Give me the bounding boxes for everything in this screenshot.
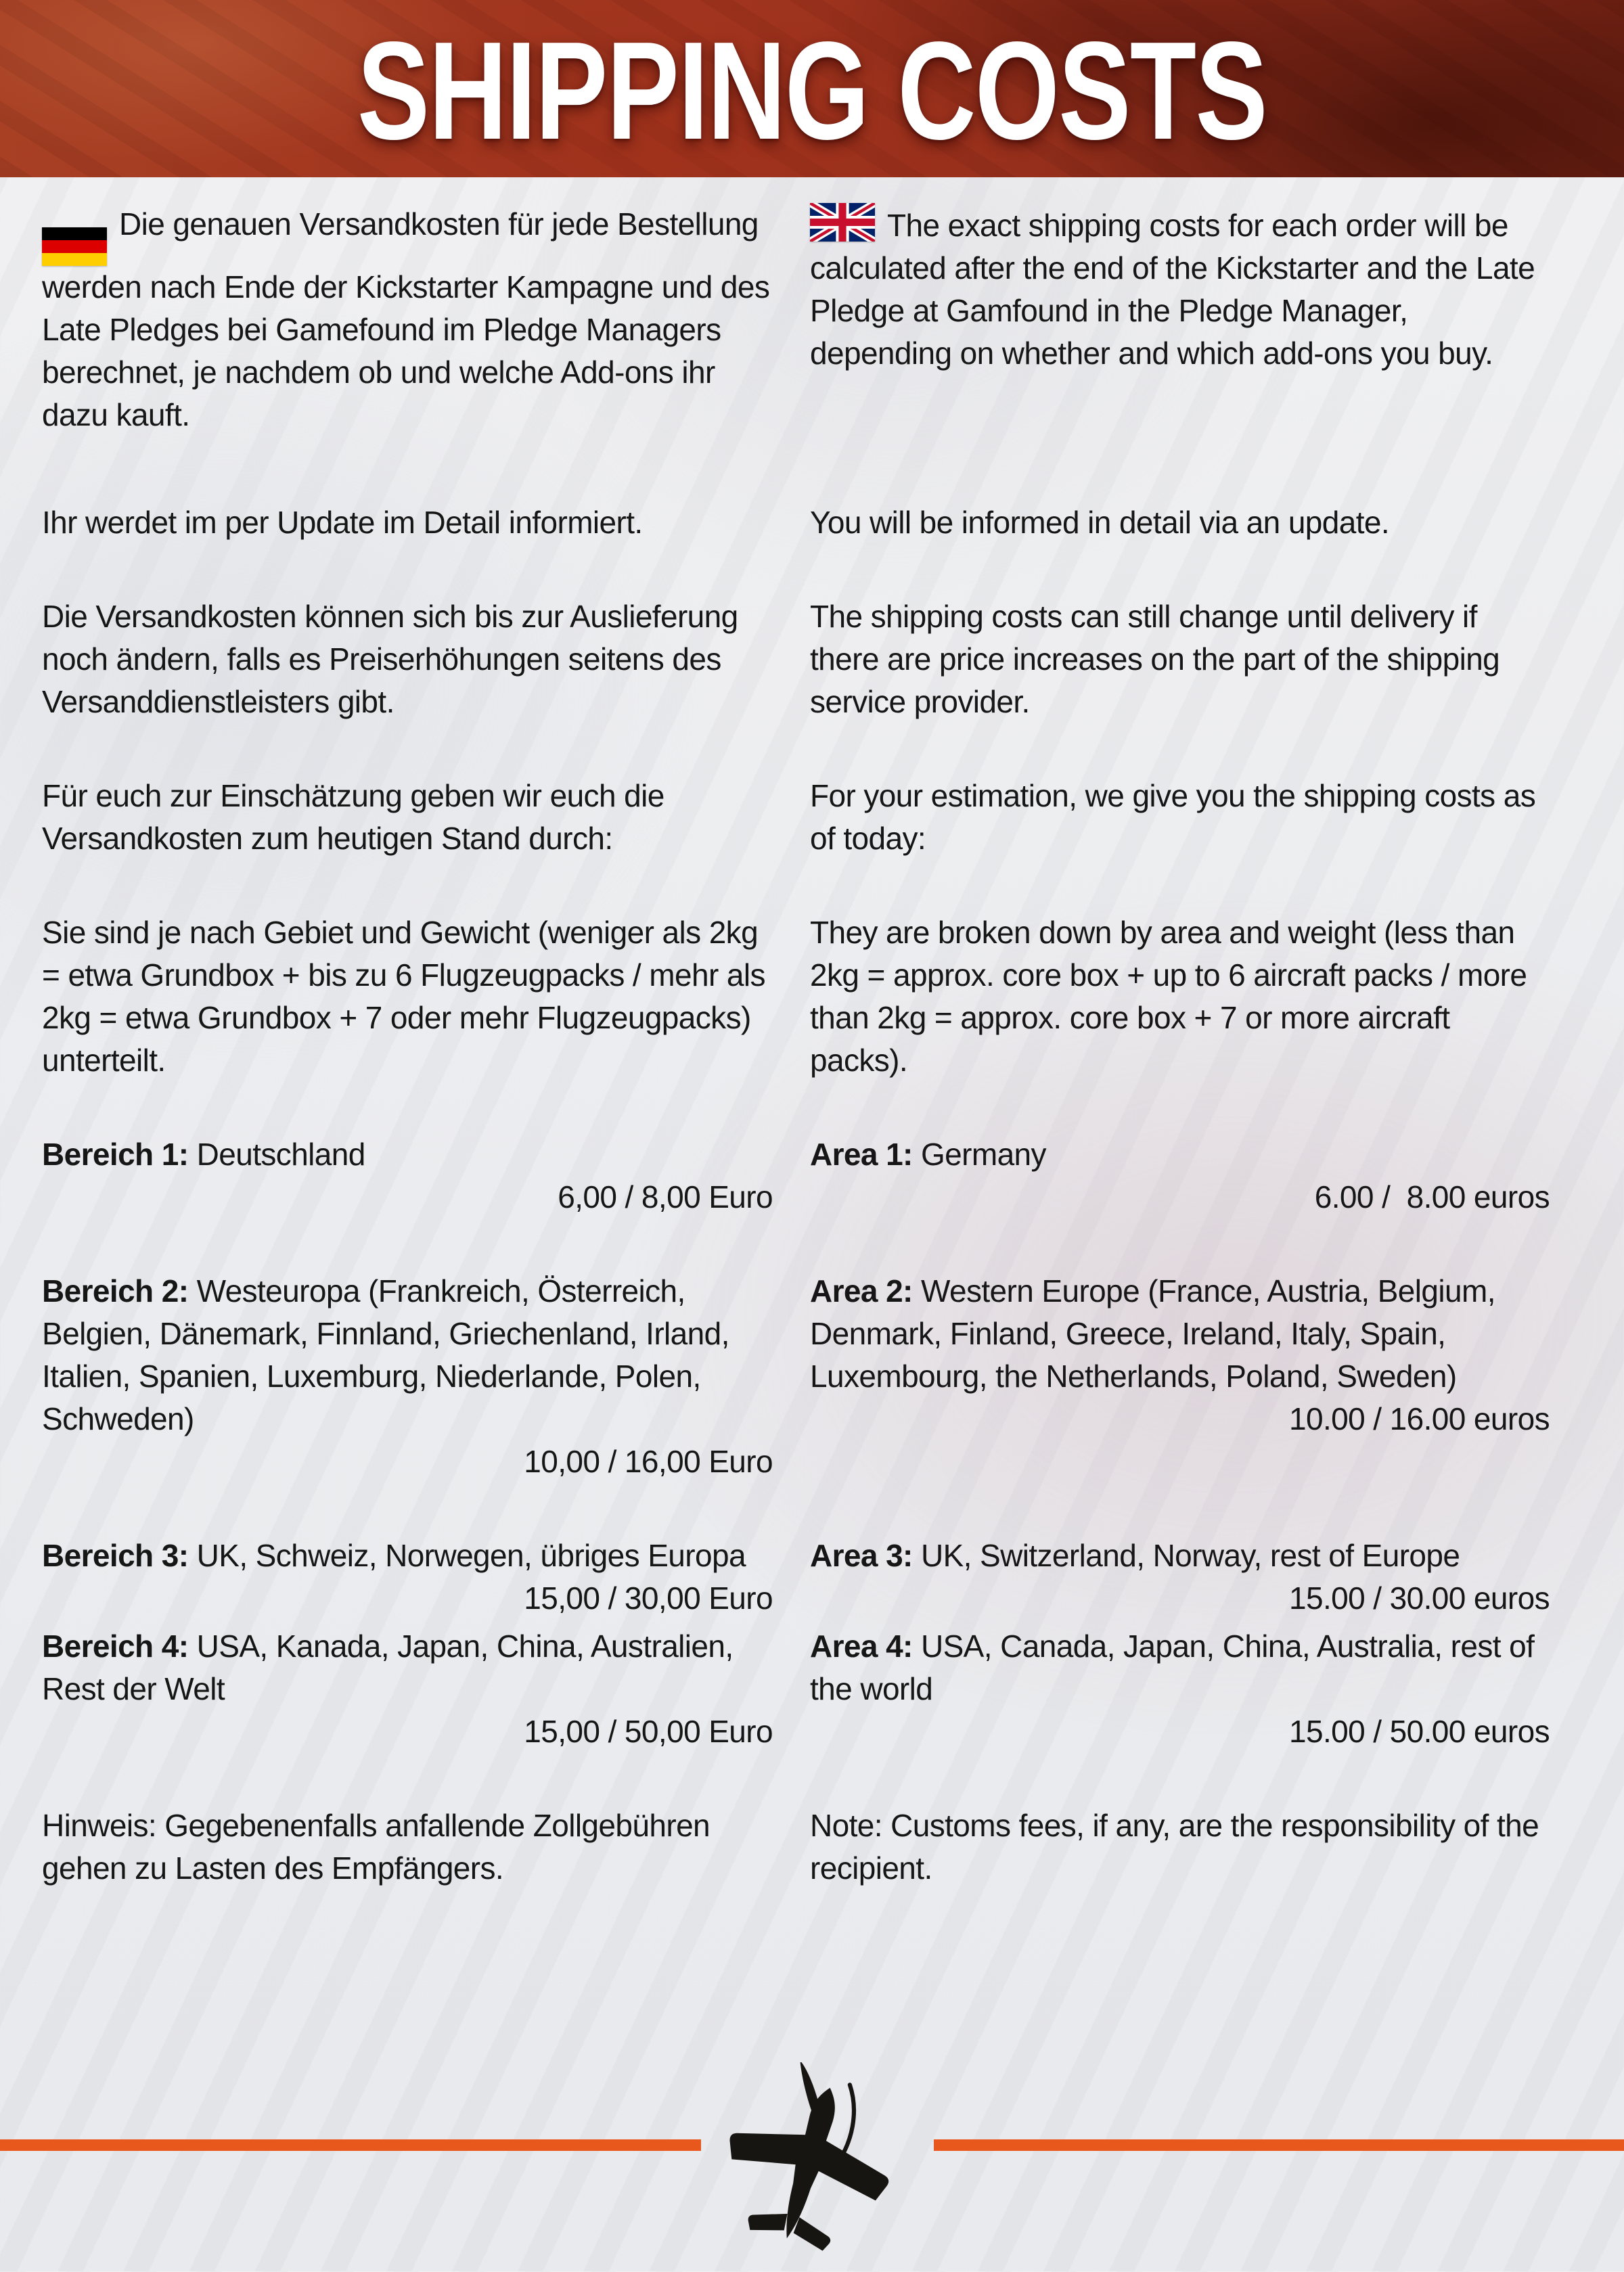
area-region: UK, Schweiz, Norwegen, übriges Europa	[196, 1538, 746, 1573]
customs-row	[42, 1804, 1550, 1890]
area-region: USA, Canada, Japan, China, Australia, rest of the world	[810, 1629, 1535, 1706]
area-4-row	[42, 1625, 1550, 1753]
area-label: Bereich 1:	[42, 1137, 189, 1172]
area-2-row	[42, 1270, 1550, 1483]
area-price: 15.00 / 50.00 euros	[1288, 1714, 1550, 1749]
area-price: 6.00 / 8.00 euros	[1314, 1179, 1550, 1214]
customs-note-de: Hinweis: Gegebenenfalls anfallende Zollgebühren gehen zu Lasten des Empfängers.	[42, 1808, 710, 1886]
area-price: 6,00 / 8,00 Euro	[558, 1179, 773, 1214]
area-label: Bereich 2:	[42, 1273, 189, 1309]
area-2-de	[42, 1270, 773, 1483]
area-price: 15,00 / 30,00 Euro	[524, 1581, 773, 1616]
area-2-en	[810, 1270, 1550, 1483]
area-label: Area 3:	[810, 1538, 913, 1573]
weight-row	[42, 911, 1550, 1082]
change-row	[42, 595, 1550, 723]
airplane-icon	[698, 2062, 916, 2272]
german-flag-icon	[42, 227, 107, 266]
area-3-de	[42, 1535, 773, 1620]
change-note-de: Die Versandkosten können sich bis zur Auslieferung noch ändern, falls es Preiserhöhungen seitens des Versanddienstleisters gibt.	[42, 599, 738, 719]
page-header	[0, 0, 1624, 177]
area-region: USA, Kanada, Japan, China, Australien, Rest der Welt	[42, 1629, 734, 1706]
area-label: Area 1:	[810, 1137, 913, 1172]
area-label: Area 4:	[810, 1629, 913, 1664]
area-price: 10.00 / 16.00 euros	[1288, 1401, 1550, 1436]
area-region: Westeuropa (Frankreich, Österreich, Belgien, Dänemark, Finnland, Griechenland, Irland, Italien, Spanien, Luxemburg, Niederlande, Polen, Schweden)	[42, 1273, 729, 1436]
intro-text-de: Die genauen Versandkosten für jede Bestellung werden nach Ende der Kickstarter Kampagne und des Late Pledges bei Gamefound im Pledge Managers berechnet, je nachdem ob und welche Add-ons ihr dazu kauft.	[42, 206, 770, 432]
area-region: Germany	[920, 1137, 1046, 1172]
intro-en	[810, 203, 1550, 436]
area-label: Area 2:	[810, 1273, 913, 1309]
weight-info-en: They are broken down by area and weight (less than 2kg = approx. core box + up to 6 aircraft packs / more than 2kg = approx. core box + 7 or more aircraft packs).	[810, 915, 1527, 1078]
customs-note-en: Note: Customs fees, if any, are the responsibility of the recipient.	[810, 1808, 1539, 1886]
area-1-row	[42, 1133, 1550, 1219]
page-title: SHIPPING COSTS	[357, 13, 1267, 168]
estimate-intro-de: Für euch zur Einschätzung geben wir euch die Versandkosten zum heutigen Stand durch:	[42, 778, 664, 856]
update-row	[42, 501, 1550, 544]
estimate-intro-en: For your estimation, we give you the shipping costs as of today:	[810, 778, 1536, 856]
intro-text-en: The exact shipping costs for each order will be calculated after the end of the Kickstarter and the Late Pledge at Gamfound in the Pledge Manager, depending on whether and which add-ons you buy.	[810, 208, 1535, 371]
uk-flag-icon	[810, 203, 875, 242]
area-region: UK, Switzerland, Norway, rest of Europe	[920, 1538, 1460, 1573]
area-region: Deutschland	[196, 1137, 365, 1172]
update-note-de: Ihr werdet im per Update im Detail informiert.	[42, 505, 643, 540]
area-region: Western Europe (France, Austria, Belgium, Denmark, Finland, Greece, Ireland, Italy, Spain, Luxembourg, the Netherlands, Poland, Sweden)	[810, 1273, 1495, 1394]
change-note-en: The shipping costs can still change until delivery if there are price increases on the part of the shipping service provider.	[810, 599, 1500, 719]
intro-de	[42, 203, 773, 436]
area-label: Bereich 3:	[42, 1538, 189, 1573]
estimate-row	[42, 775, 1550, 860]
update-note-en: You will be informed in detail via an update.	[810, 505, 1390, 540]
footer-accent-line-left	[0, 2139, 701, 2151]
area-price: 15,00 / 50,00 Euro	[524, 1714, 773, 1749]
area-label: Bereich 4:	[42, 1629, 189, 1664]
area-price: 15.00 / 30.00 euros	[1288, 1581, 1550, 1616]
area-3-row	[42, 1535, 1550, 1620]
area-1-en	[810, 1133, 1550, 1219]
area-4-en	[810, 1625, 1550, 1753]
weight-info-de: Sie sind je nach Gebiet und Gewicht (weniger als 2kg = etwa Grundbox + bis zu 6 Flugzeugpacks / mehr als 2kg = etwa Grundbox + 7 oder mehr Flugzeugpacks) unterteilt.	[42, 915, 765, 1078]
area-3-en	[810, 1535, 1550, 1620]
content	[42, 203, 1550, 1941]
area-1-de	[42, 1133, 773, 1219]
intro-row	[42, 203, 1550, 436]
footer-accent-line-right	[934, 2139, 1624, 2151]
area-4-de	[42, 1625, 773, 1753]
area-price: 10,00 / 16,00 Euro	[524, 1444, 773, 1479]
